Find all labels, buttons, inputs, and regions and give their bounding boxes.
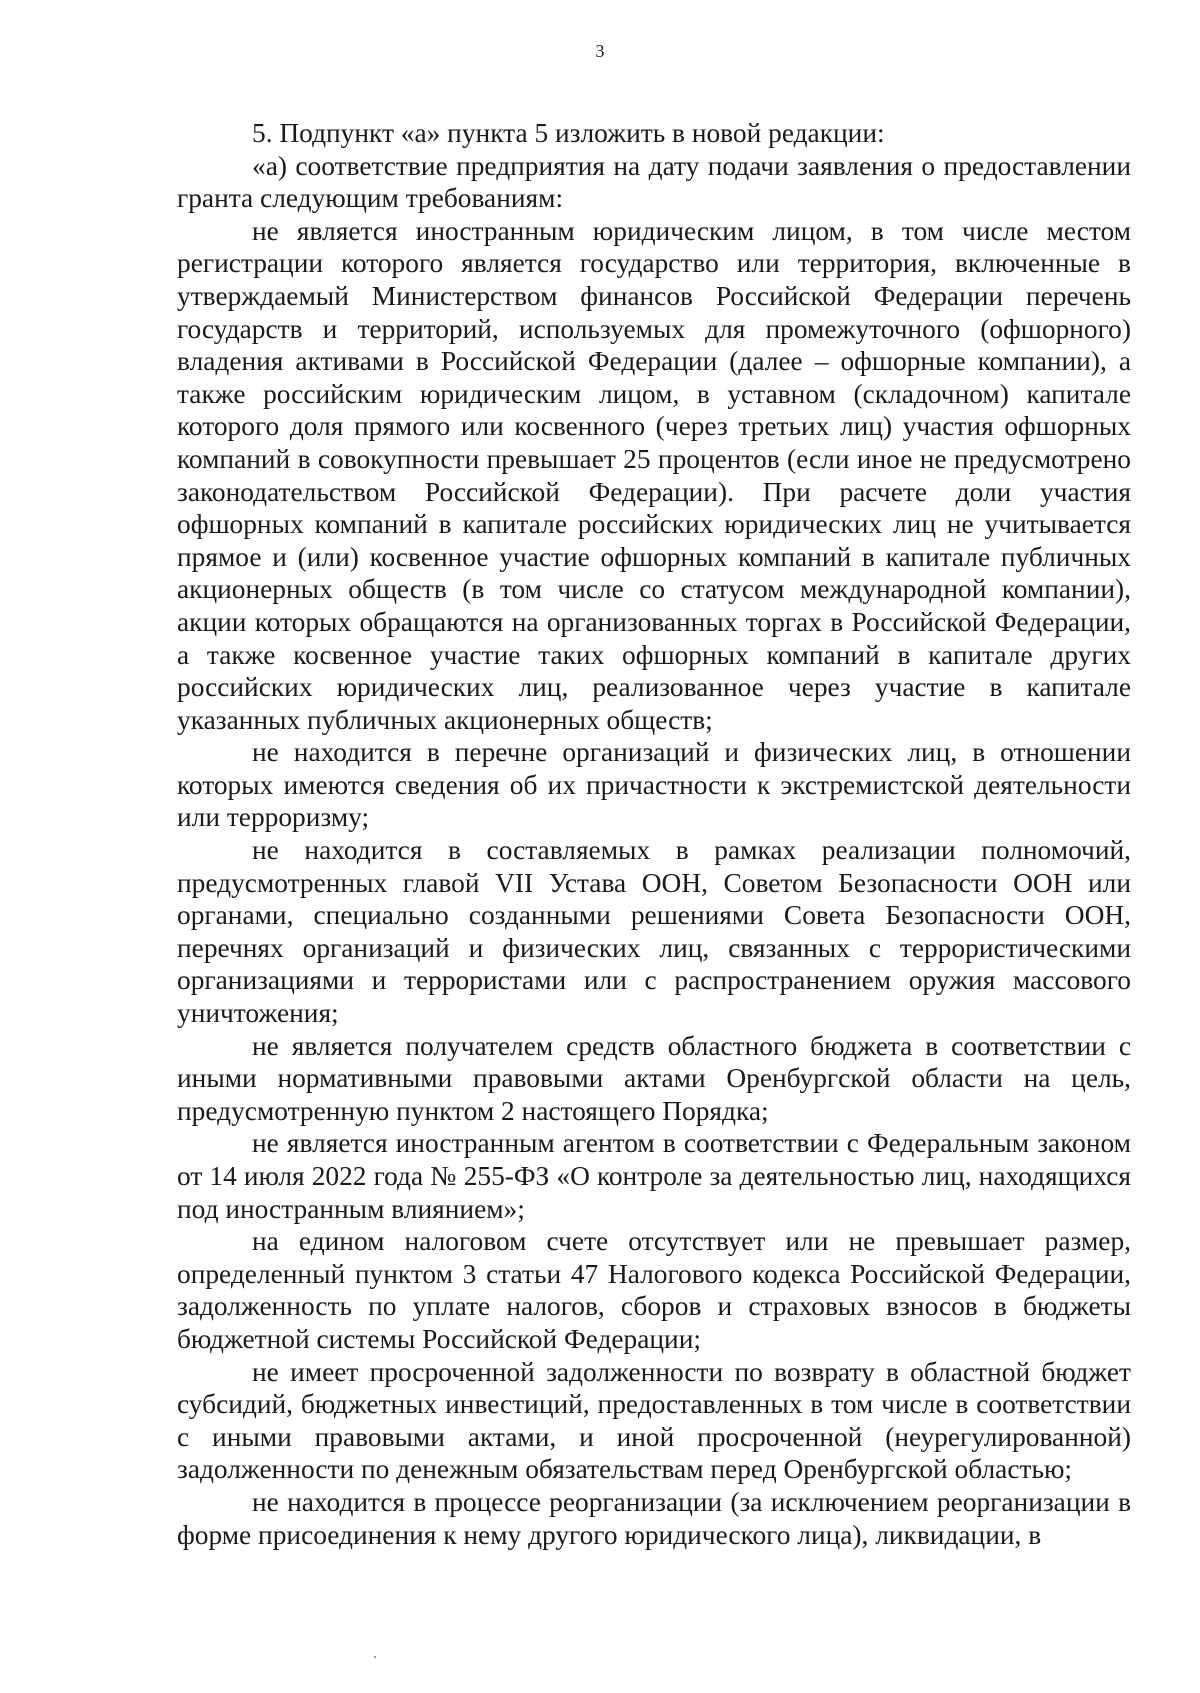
subparagraph-a-intro: «а) соответствие предприятия на дату подачи заявления о предоставлении гранта следующим требованиям: [177,150,1131,214]
requirement-not-reorganization: не находится в процессе реорганизации (за исключением реорганизации в форме присоединения к нему другого юридического лица), ликвидации, в [177,1486,1131,1550]
requirement-not-budget-recipient: не является получателем средств областного бюджета в соответствии с иными нормативными правовыми актами Оренбургской области на цель, предусмотренную пунктом 2 настоящего Порядка; [177,1030,1131,1126]
document-body [177,117,1131,1551]
scan-speck [374,1656,376,1658]
requirement-not-extremist-list: не находится в перечне организаций и физических лиц, в отношении которых имеются сведения об их причастности к экстремистской деятельности или терроризму; [177,737,1131,833]
requirement-tax-debt: на едином налоговом счете отсутствует или не превышает размер, определенный пунктом 3 статьи 47 Налогового кодекса Российской Федерации, задолженность по уплате налогов, сборов и страховых взносов в бюджеты бюджетной системы Российской Федерации; [177,1226,1131,1354]
requirement-not-foreign-agent: не является иностранным агентом в соответствии с Федеральным законом от 14 июля 2022 года № 255-ФЗ «О контроле за деятельностью лиц, находящихся под иностранным влиянием»; [177,1128,1131,1224]
amendment-heading: 5. Подпункт «а» пункта 5 изложить в новой редакции: [252,118,885,148]
requirement-not-foreign-entity: не является иностранным юридическим лицом, в том числе местом регистрации которого является государство или территория, включенные в утверждаемый Министерством финансов Российской Федерации перечень государств и территорий, используемых для промежуточного (офшорного) владения активами в Российской Федерации (далее – офшорные компании), а также российским юридическим лицом, в уставном (складочном) капитале которого доля прямого или косвенного (через третьих лиц) участия офшорных компаний в совокупности превышает 25 процентов (если иное не предусмотрено законодательством Российской Федерации). При расчете доли участия офшорных компаний в капитале российских юридических лиц не учитывается прямое и (или) косвенное участие офшорных компаний в капитале публичных акционерных обществ (в том числе со статусом международной компании), акции которых обращаются на организованных торгах в Российской Федерации, а также косвенное участие таких офшорных компаний в капитале других российских юридических лиц, реализованное через участие в капитале указанных публичных акционерных обществ; [177,215,1131,735]
requirement-not-un-sanctions-list: не находится в составляемых в рамках реализации полномочий, предусмотренных главой VII Устава ООН, Советом Безопасности ООН или органами, специально созданными решениями Совета Безопасности ООН, перечнях организаций и физических лиц, связанных с террористическими организациями и террористами или с распространением оружия массового уничтожения; [177,835,1131,1029]
requirement-no-overdue-debt: не имеет просроченной задолженности по возврату в областной бюджет субсидий, бюджетных инвестиций, предоставленных в том числе в соответствии с иными правовыми актами, и иной просроченной (неурегулированной) задолженности по денежным обязательствам перед Оренбургской областью; [177,1356,1131,1485]
page-number: 3 [595,41,605,61]
